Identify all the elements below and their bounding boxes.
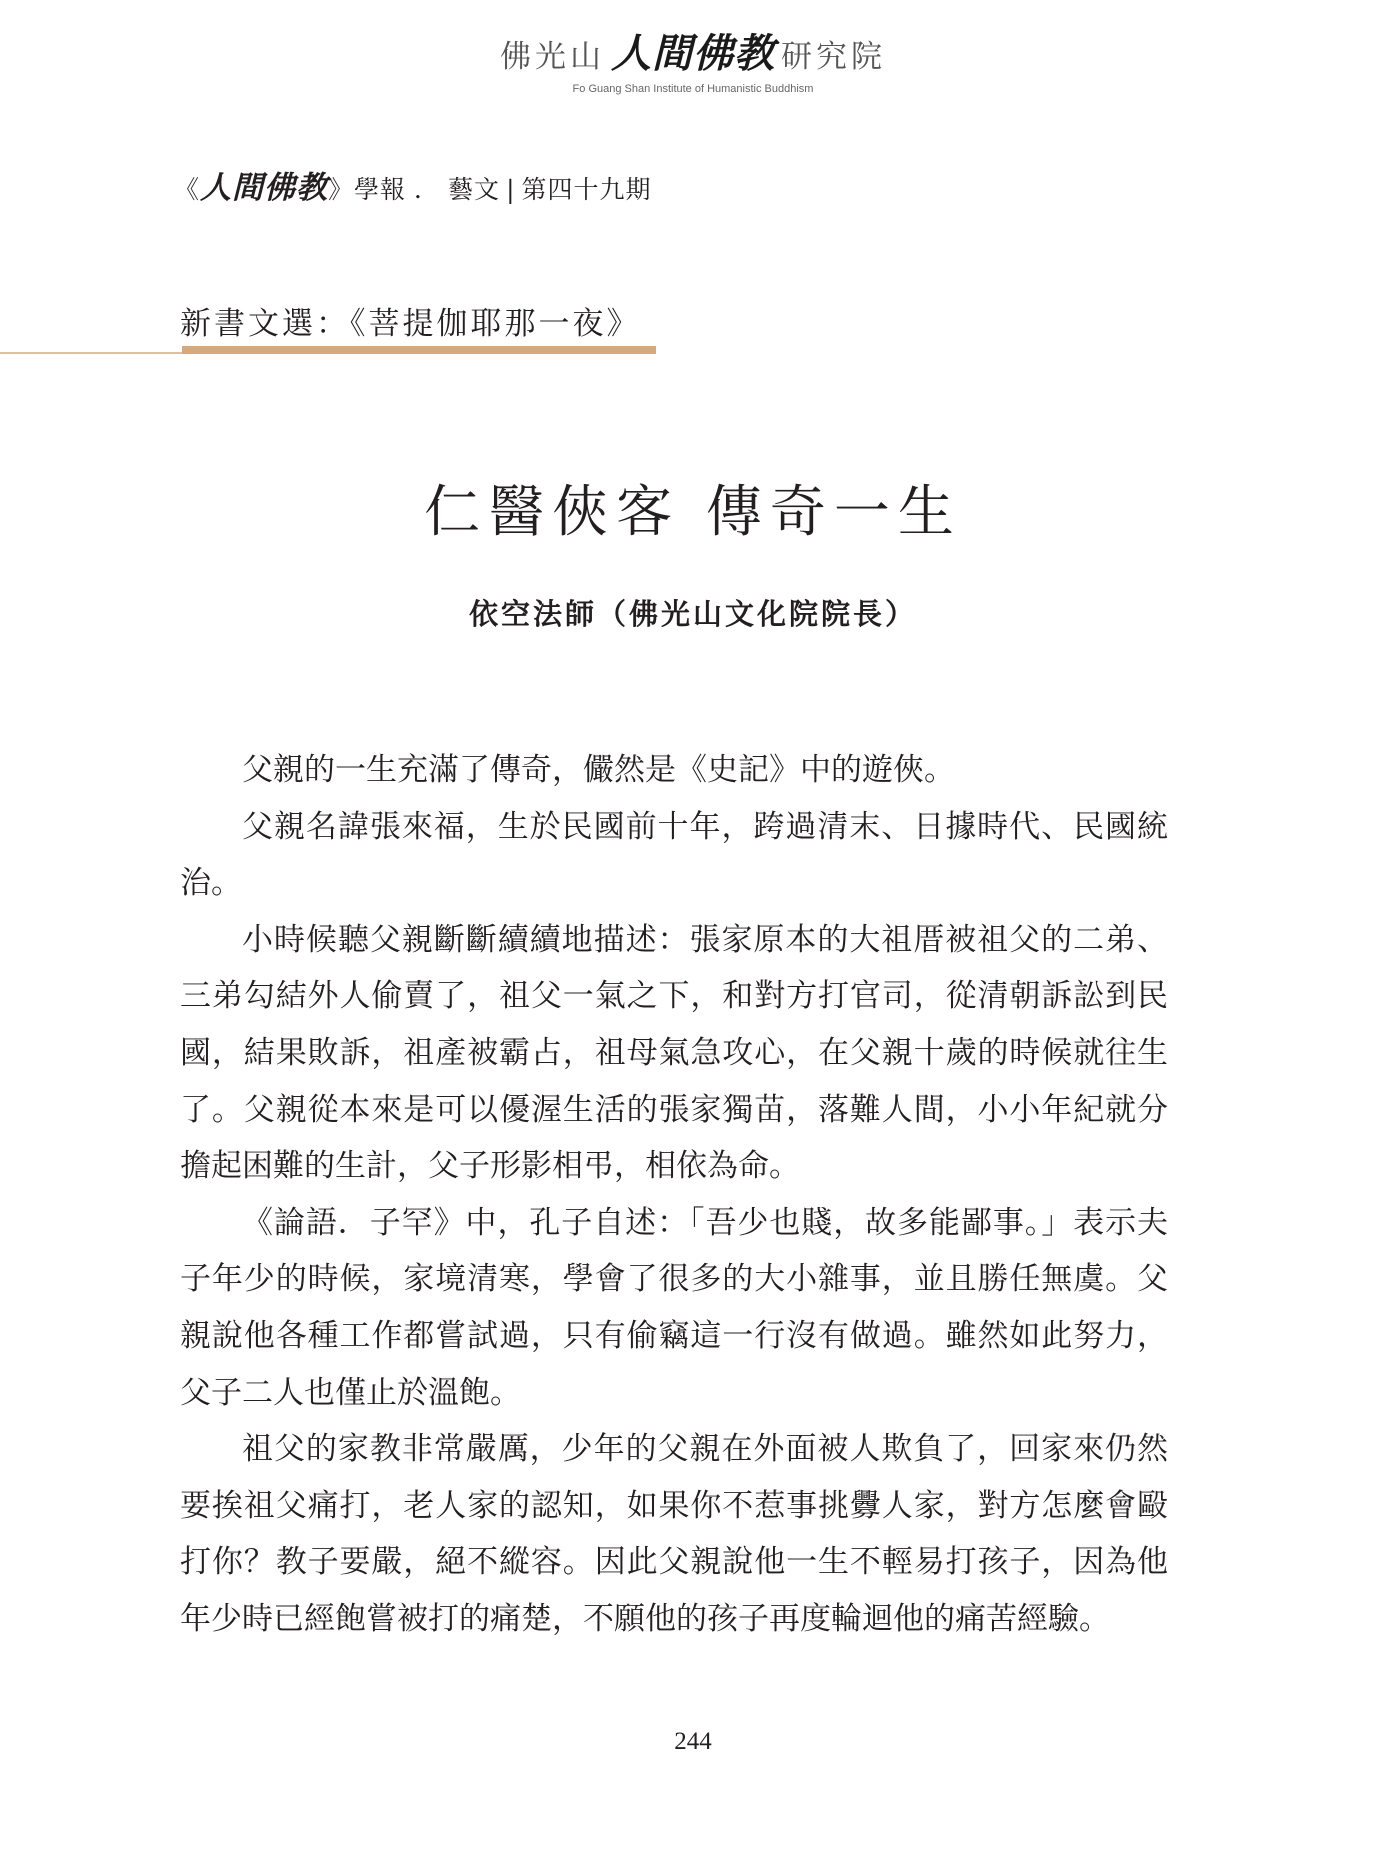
section-label: 新書文選：《菩提伽耶那一夜》 [180,306,641,342]
journal-brand: 人間佛教 [200,170,329,206]
section-rule-thin [0,352,182,354]
page-number: 244 [674,1728,712,1755]
institute-brand-logo: 人間佛教 [611,31,775,77]
article-author: 依空法師（佛光山文化院院長） [468,597,917,631]
journal-name: 》學報 [328,175,407,204]
section-rule-accent [182,346,656,354]
journal-section: 藝文 [448,175,501,204]
body-paragraph: 《論語．子罕》中，孔子自述：「吾少也賤，故多能鄙事。」表示夫子年少的時候，家境清寒，學會了很多的大小雜事，並且勝任無虞。父親說他各種工作都嘗試過，只有偷竊這一行沒有做過。雖然如此努力，父子二人也僅止於溫飽。 [180,1204,1168,1411]
body-paragraph: 祖父的家教非常嚴厲，少年的父親在外面被人欺負了，回家來仍然要挨祖父痛打，老人家的認知，如果你不惹事挑釁人家，對方怎麼會毆打你？教子要嚴，絕不縱容。因此父親說他一生不輕易打孩子，因為他年少時已經飽嘗被打的痛楚，不願他的孩子再度輪迴他的痛苦經驗。 [180,1431,1168,1637]
institute-prefix: 佛光山 [500,39,605,75]
body-paragraph: 小時候聽父親斷斷續續地描述：張家原本的大祖厝被祖父的二弟、三弟勾結外人偷賣了，祖父一氣之下，和對方打官司，從清朝訴訟到民國，結果敗訴，祖產被霸占，祖母氣急攻心，在父親十歲的時候就往生了。父親從本來是可以優渥生活的張家獨苗，落難人間，小小年紀就分擔起困難的生計，父子形影相弔，相依為命。 [180,921,1168,1185]
journal-issue: 第四十九期 [521,175,652,204]
article-body [180,742,1168,1648]
article-title: 仁醫俠客 傳奇一生 [424,480,962,545]
journal-open-quote: 《 [174,175,201,204]
institute-english-name: Fo Guang Shan Institute of Humanistic Buddhism [572,83,814,95]
journal-separator-bar: | [506,175,516,204]
body-paragraph: 父親名諱張來福，生於民國前十年，跨過清末、日據時代、民國統治。 [180,808,1168,902]
institute-header [0,22,1386,95]
journal-running-head [174,162,652,207]
institute-suffix: 研究院 [781,39,886,75]
body-paragraph: 父親的一生充滿了傳奇，儼然是《史記》中的遊俠。 [242,752,955,788]
journal-separator-dot: ． [414,175,441,204]
institute-title [0,22,1386,79]
